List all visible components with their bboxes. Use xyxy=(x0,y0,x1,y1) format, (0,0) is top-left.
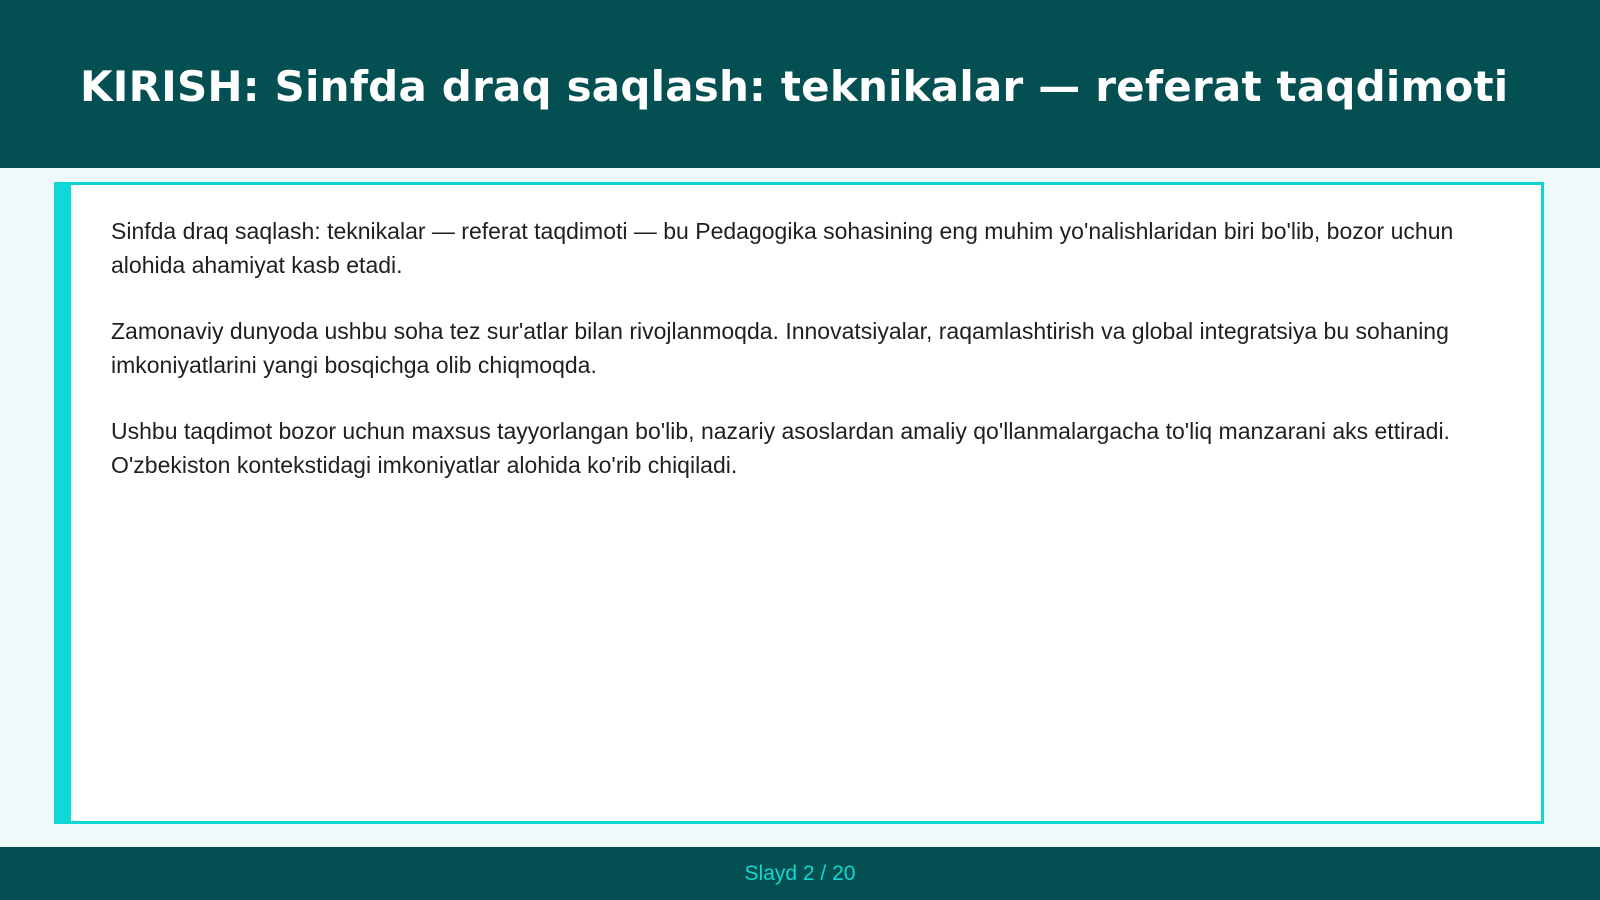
slide-title: KIRISH: Sinfda draq saqlash: teknikalar — referat taqdimoti xyxy=(80,62,1509,111)
slide-header xyxy=(0,0,1600,168)
content-card xyxy=(54,182,1544,824)
introduction-paragraph: Sinfda draq saqlash: teknikalar — referat taqdimoti — bu Pedagogika sohasining eng muhim yo'nalishlaridan biri bo'lib, bozor uchun alohida ahamiyat kasb etadi. xyxy=(111,218,1454,278)
presentation-purpose-paragraph: Ushbu taqdimot bozor uchun maxsus tayyorlangan bo'lib, nazariy asoslardan amaliy qo'llanmalargacha to'liq manzarani aks ettiradi. O'zbekiston kontekstidagi imkoniyatlar alohida ko'rib chiqiladi. xyxy=(111,418,1450,478)
slide-number: Slayd 2 / 20 xyxy=(744,862,856,885)
slide-footer xyxy=(0,847,1600,900)
development-paragraph: Zamonaviy dunyoda ushbu soha tez sur'atlar bilan rivojlanmoqda. Innovatsiyalar, raqamlashtirish va global integratsiya bu sohaning imkoniyatlarini yangi bosqichga olib chiqmoqda. xyxy=(111,318,1449,378)
